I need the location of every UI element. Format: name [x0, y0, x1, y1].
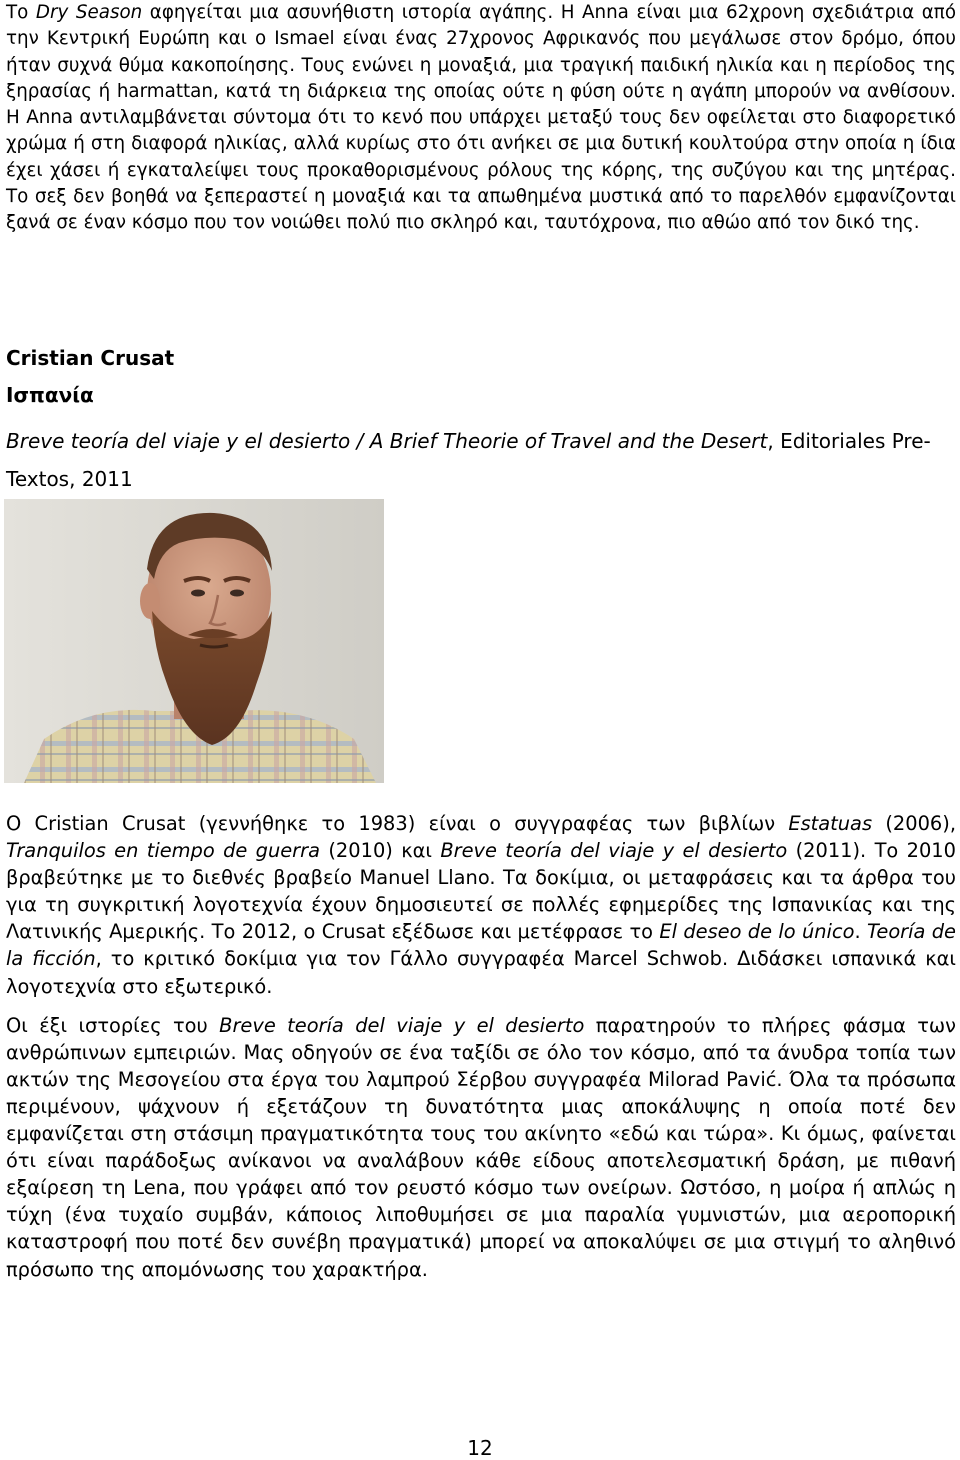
text-run: (2006), — [872, 812, 956, 835]
bio-paragraph — [6, 810, 956, 1000]
author-portrait-photo — [4, 499, 384, 783]
book-reference — [6, 422, 956, 498]
text-run: παρατηρούν το πλήρες φάσμα των ανθρώπινων εμπειριών. Μας οδηγούν σε ένα ταξίδι σε όλο τον κόσμο, από τα άνυδρα τοπία των ακτών της Μεσογείου στα έργα του λαμπρού Σέρβου συγγραφέα Milorad Pavić. Όλα τα πρόσωπα περιμένουν, ψάχνουν ή εξετάζουν τη δυνατότητα μιας αποκάλυψης η οποία ποτέ δεν εμφανίζεται στη στάσιμη πραγματικότητα τους του ακίνητο «εδώ και τώρα». Κι όμως, φαίνεται ότι είναι παράδοξως ανίκανοι να αναλάβουν κάθε είδους αποτελεσματική δράση, με πιθανή εξαίρεση τη Lena, που γράφει από τον ρευστό κόσμο των ονείρων. Ωστόσο, η μοίρα ή απλώς η τύχη (ένα τυχαίο συμβάν, κάποιος λιποθυμήσει σε μια παραλία γυμνιστών, μια αεροπορική καταστροφή που ποτέ δεν συνέβη πραγματικά) μπορεί να αποκαλύψει σε μια στιγμή το αληθινό πρόσωπο της απομόνωσης του χαρακτήρα. — [6, 1013, 956, 1281]
text-run: (2010) και — [320, 839, 441, 863]
italic-title-run: El deseo de lo único — [659, 920, 855, 944]
page-number: 12 — [467, 1436, 493, 1460]
previous-review-paragraph — [6, 0, 956, 237]
text-run: . — [854, 920, 867, 944]
author-name: Cristian Crusat — [6, 346, 175, 370]
text-run: Οι έξι ιστορίες του — [6, 1013, 220, 1037]
book-review-paragraph — [6, 1012, 956, 1283]
italic-title-run: Breve teoría del viaje y el desierto — [440, 839, 788, 863]
italic-title-run: Tranquilos en tiempo de guerra — [6, 839, 321, 863]
text-run: (2011). Το 2010 βραβεύτηκε με το διεθνές βραβείο Manuel Llano. Τα δοκίμια, οι μεταφράσεις και τα άρθρα του για τη συγκριτική λογοτεχνία έχουν δημοσιευτεί σε πολλές εφημερίδες της Ισπανικίας και της Λατινικής Αμερικής. Το 2012, ο Crusat εξέδωσε και μετέφρασε το — [6, 839, 956, 944]
italic-title-run: Dry Season — [35, 2, 143, 23]
text-run: , το κριτικό δοκίμια για τον Γάλλο συγγραφέα Marcel Schwob. Διδάσκει ισπανικά και λογοτεχνία στο εξωτερικό. — [6, 947, 956, 998]
text-run: Ο Cristian Crusat (γεννήθηκε το 1983) είναι ο συγγραφέας των βιβλίων — [6, 812, 789, 835]
text-run: Το — [6, 2, 36, 23]
italic-title-run: Breve teoría del viaje y el desierto — [219, 1013, 585, 1037]
text-run: αφηγείται μια ασυνήθιστη ιστορία αγάπης. Η Anna είναι μια 62χρονη σχεδιάτρια από την Κεντρική Ευρώπη και ο Ismael είναι ένας 27χρονος Αφρικανός που μεγάλωσε στον δρόμο, όπου ήταν συχνά θύμα κακοποίησης. Τους ενώνει η μοναξιά, μια τραγική παιδική ηλικία και η περίοδος της ξηρασίας ή harmattan, κατά τη διάρκεια της οποίας ούτε η φύση ούτε η αγάπη μπορούν να ανθίσουν. Η Anna αντιλαμβάνεται σύντομα ότι το κενό που υπάρχει μεταξύ τους δεν οφείλεται στο διαφορετικό χρώμα ή στη διαφορά ηλικίας, αλλά κυρίως στο ότι ανήκει σε μια δυτική κουλτούρα στην οποία η ίδια έχει χάσει ή εγκαταλείψει τους προκαθορισμένους ρόλους της κόρης, της συζύγου και της μητέρας. Το σεξ δεν βοηθά να ξεπεραστεί η μοναξιά και τα απωθημένα μυστικά από το παρελθόν εμφανίζονται ξανά σε έναν κόσμο που τον νοιώθει πολύ πιο σκληρό και, ταυτόχρονα, πιο αθώο από τον δικό της. — [6, 2, 957, 234]
italic-title-run: Teoría de la ficción — [6, 920, 956, 971]
portrait-image — [4, 499, 384, 783]
author-country: Ισπανία — [6, 383, 94, 407]
author-bio-section — [6, 810, 956, 1283]
italic-title-run: Estatuas — [788, 812, 873, 835]
document-page — [6, 0, 957, 1281]
italic-title-run: Breve teoría del viaje y el desierto / A Brief Theorie of Travel and the Desert — [6, 429, 768, 453]
text-run: , Editoriales Pre-Textos, 2011 — [6, 429, 931, 491]
